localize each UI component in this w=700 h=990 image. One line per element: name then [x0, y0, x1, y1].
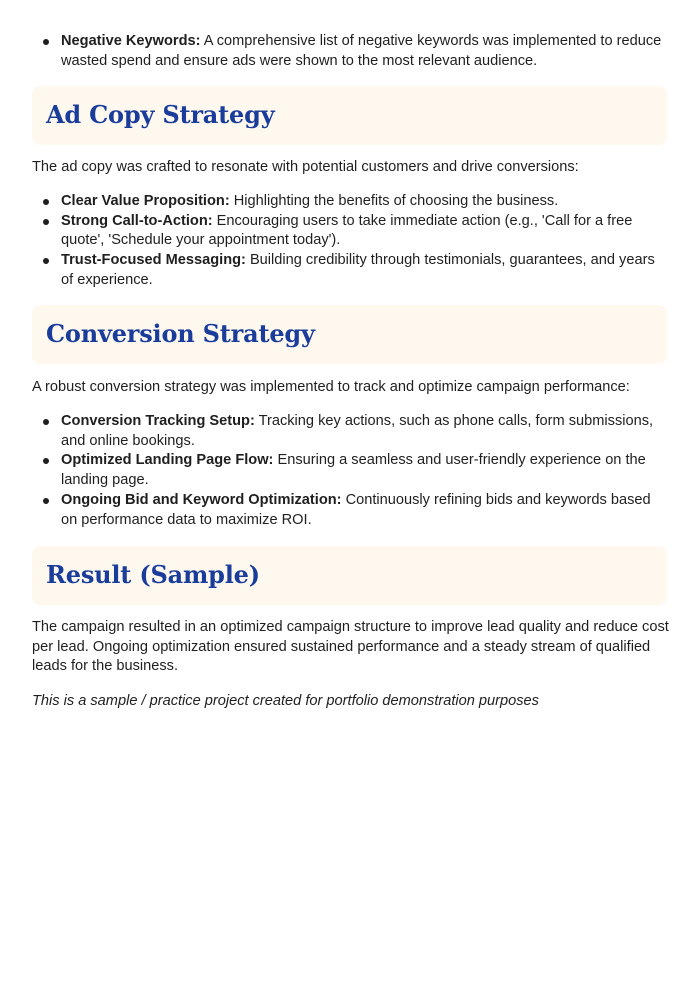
ad-copy-heading-box: [32, 86, 667, 145]
list-item-text: Ensuring a seamless and user-friendly experience on the landing page.: [61, 452, 646, 489]
list-item: [0, 32, 700, 71]
list-item-term: Clear Value Proposition:: [61, 193, 230, 209]
list-item: [0, 412, 700, 451]
list-item: [0, 491, 700, 530]
list-item-text: Encouraging users to take immediate action (e.g., 'Call for a free quote', 'Schedule your appointment today').: [61, 212, 633, 249]
ad-copy-list: [0, 192, 700, 291]
list-item-term: Optimized Landing Page Flow:: [61, 452, 274, 469]
list-item-text: A comprehensive list of negative keywords was implemented to reduce wasted spend and ensure ads were shown to the most relevant audience.: [61, 33, 662, 69]
list-item-term: Negative Keywords:: [61, 33, 201, 49]
list-item-term: Ongoing Bid and Keyword Optimization:: [61, 491, 342, 508]
list-item-term: Conversion Tracking Setup:: [61, 413, 255, 429]
list-item-term: Strong Call-to-Action:: [61, 212, 213, 229]
conversion-list: [0, 412, 700, 530]
list-item: [0, 192, 700, 212]
list-item: [0, 451, 700, 490]
list-item-text: Building credibility through testimonials, guarantees, and years of experience.: [61, 252, 655, 288]
conversion-heading: Conversion Strategy: [46, 319, 315, 348]
list-item-term: Trust-Focused Messaging:: [61, 252, 246, 269]
keywords-list: [0, 32, 700, 71]
list-item: [0, 251, 700, 290]
list-item-text: Highlighting the benefits of choosing the business.: [229, 193, 559, 209]
result-body: The campaign resulted in an optimized campaign structure to improve lead quality and reduce cost per lead. Ongoing optimization ensured sustained performance and a steady stream of qualified leads for the business.: [32, 619, 669, 675]
result-note: This is a sample / practice project created for portfolio demonstration purposes: [32, 693, 539, 709]
conversion-heading-box: [32, 305, 667, 364]
result-heading: Result (Sample): [46, 560, 260, 589]
ad-copy-intro: The ad copy was crafted to resonate with potential customers and drive conversions:: [32, 159, 579, 175]
list-item-text: Tracking key actions, such as phone calls, form submissions, and online bookings.: [61, 413, 654, 449]
list-item-text: Continuously refining bids and keywords based on performance data to maximize ROI.: [61, 491, 651, 528]
conversion-intro: A robust conversion strategy was implemented to track and optimize campaign performance:: [32, 379, 630, 395]
result-heading-box: [32, 546, 667, 605]
ad-copy-heading: Ad Copy Strategy: [46, 100, 275, 129]
list-item: [0, 212, 700, 251]
